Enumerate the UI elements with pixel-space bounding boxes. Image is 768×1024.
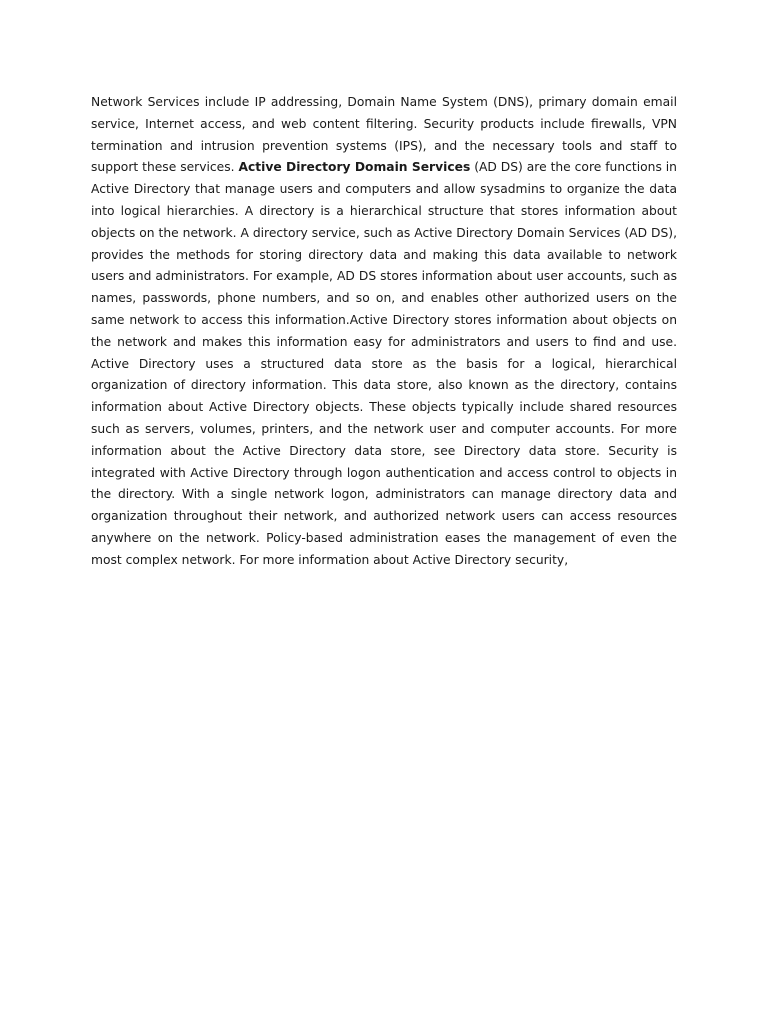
body-paragraph xyxy=(91,92,677,572)
paragraph-body-text: (AD DS) are the core functions in Active Directory that manage users and computers and allow sysadmins to organize the data into logical hierarchies. A directory is a hierarchical structure that stores information about objects on the network. A directory service, such as Active Directory Domain Services (AD DS), provides the methods for storing directory data and making this data available to network users and administrators. For example, AD DS stores information about user accounts, such as names, passwords, phone numbers, and so on, and enables other authorized users on the same network to access this information.Active Directory stores information about objects on the network and makes this information easy for administrators and users to find and use. Active Directory uses a structured data store as the basis for a logical, hierarchical organization of directory information. This data store, also known as the directory, contains information about Active Directory objects. These objects typically include shared resources such as servers, volumes, printers, and the network user and computer accounts. For more information about the Active Directory data store, see Directory data store. Security is integrated with Active Directory through logon authentication and access control to objects in the directory. With a single network logon, administrators can manage directory data and organization throughout their network, and authorized network users can access resources anywhere on the network. Policy-based administration eases the management of even the most complex network. For more information about Active Directory security, xyxy=(91,160,677,567)
bold-term-ad-ds: Active Directory Domain Services xyxy=(238,160,471,175)
paragraph-lead-text: Network Services include IP addressing, Domain Name System (DNS), primary domain email service, Internet access, and web content filtering. Security products include firewalls, VPN termination and intrusion prevention systems (IPS), and the necessary tools and staff to support these services. xyxy=(91,95,677,175)
